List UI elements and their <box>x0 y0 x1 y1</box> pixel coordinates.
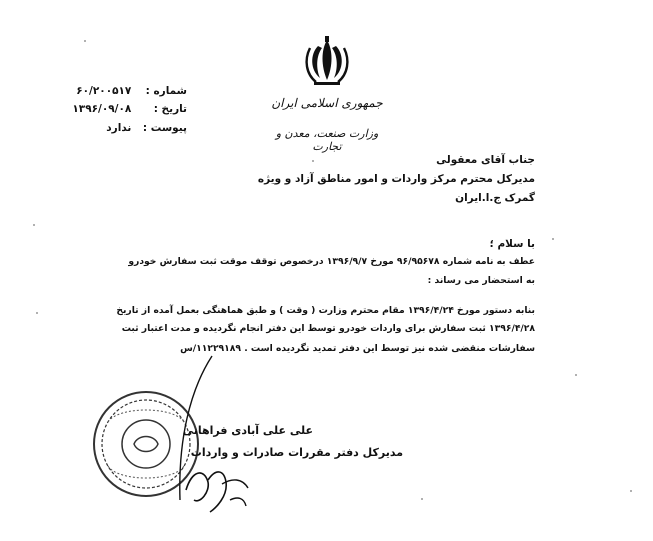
scan-speck <box>84 40 86 42</box>
number-value: ۶۰/۲۰۰۵۱۷ <box>76 85 132 97</box>
number-label: شماره : <box>145 85 187 97</box>
scan-speck <box>312 160 314 162</box>
letterhead-ministry: وزارت صنعت، معدن و تجارت <box>275 127 379 153</box>
scan-speck <box>421 498 423 500</box>
recipient-organization: گمرک ج.ا.ایران <box>455 192 535 204</box>
scan-speck <box>36 312 38 314</box>
attachment-label: پیوست : <box>142 122 187 134</box>
signer-name: علی علی آبادی فراهانی <box>182 424 313 437</box>
date-value: ۱۳۹۶/۰۹/۰۸ <box>72 103 132 115</box>
body-line: بنابه دستور مورخ ۱۳۹۶/۴/۲۴ مقام محترم وزارت ( وقت ) و طبق هماهنگی بعمل آمده از تاریخ <box>116 305 535 316</box>
handwritten-signature-icon <box>150 350 260 530</box>
scan-speck <box>630 490 632 492</box>
scan-speck <box>552 238 554 240</box>
letter-attachment <box>106 122 187 134</box>
body-line: سفارشات منقضی شده نیز توسط این دفتر تمدید نگردیده است . ۱۱۲۲۹۱۸۹/س <box>180 343 535 354</box>
scan-speck <box>33 224 35 226</box>
letterhead-country: جمهوری اسلامی ایران <box>271 96 383 110</box>
recipient-name: جناب آقای معقولی <box>436 154 535 166</box>
signer-title: مدیرکل دفتر مقررات صادرات و واردات <box>190 446 403 459</box>
recipient-title: مدیرکل محترم مرکز واردات و امور مناطق آزاد و ویژه <box>257 173 535 185</box>
body-line: به استحضار می رساند : <box>427 275 535 286</box>
salutation: با سلام ؛ <box>489 238 535 250</box>
iran-emblem-icon <box>304 36 350 88</box>
body-line: عطف به نامه شماره ۹۶/۹۵۶۷۸ مورخ ۱۳۹۶/۹/۷ درخصوص توقف موقت ثبت سفارش خودرو <box>128 256 535 267</box>
attachment-value: ندارد <box>106 122 132 134</box>
date-label: تاریخ : <box>153 103 187 115</box>
letter-number <box>76 85 187 97</box>
letter-date <box>72 103 187 115</box>
body-line: ۱۳۹۶/۴/۲۸ ثبت سفارش برای واردات خودرو توسط این دفتر انجام نگردیده و مدت اعتبار ثبت <box>121 323 535 334</box>
scan-speck <box>575 374 577 376</box>
